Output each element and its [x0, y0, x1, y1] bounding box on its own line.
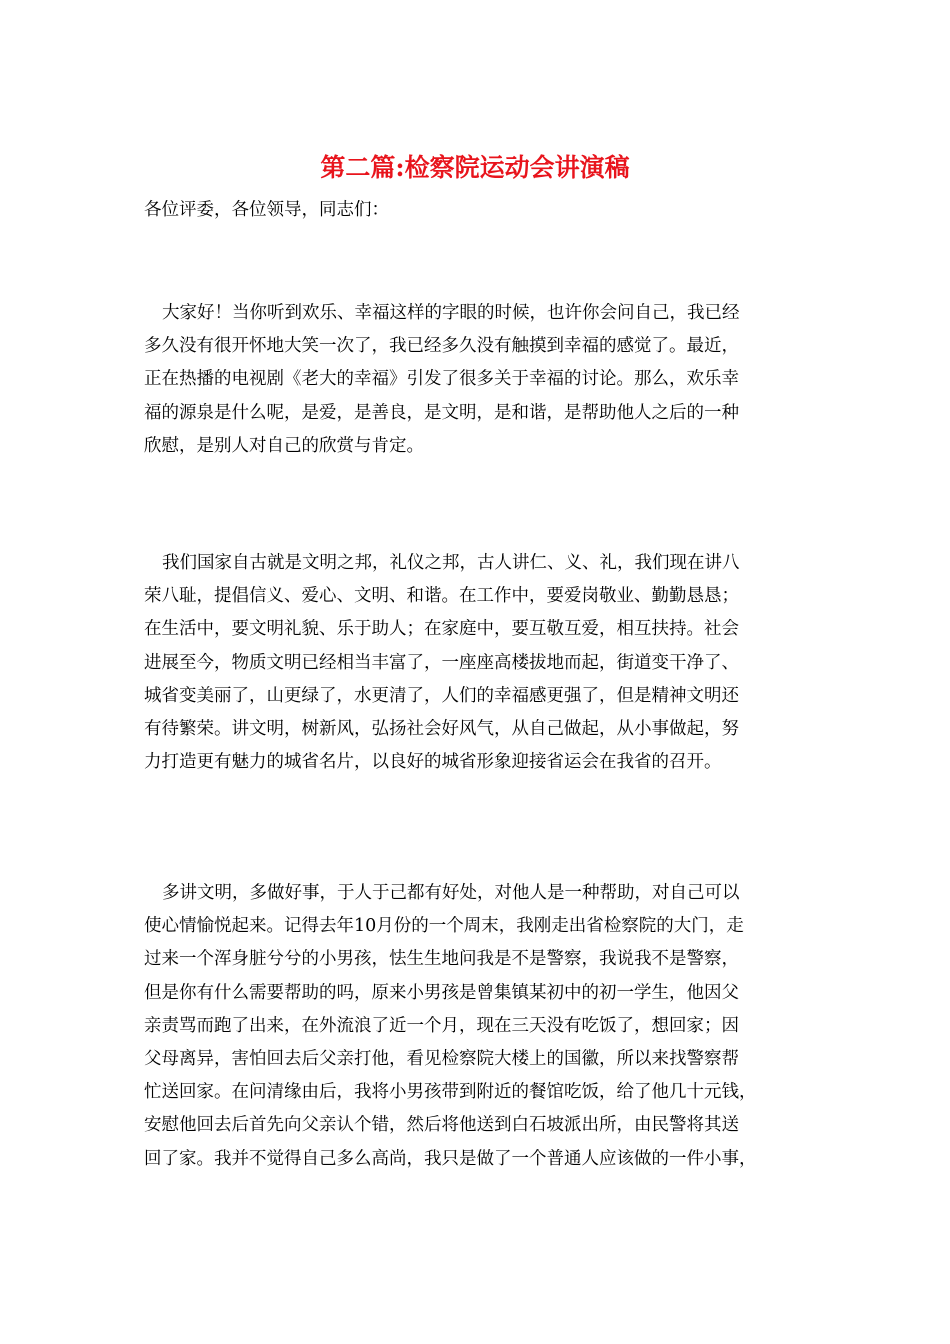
- body-paragraph-1: 大家好！当你听到欢乐、幸福这样的字眼的时候，也许你会问自己，我已经 多久没有很开怀地大笑一次了，我已经多久没有触摸到幸福的感觉了。最近， 正在热播的电视剧《老大的幸福》引发了很多关于幸福的讨论。那么，欢乐幸 福的源泉是什么呢，是爱，是善良，是文明，是和谐，是帮助他人之后的一种 欣慰，是别人对自己的欣赏与肯定。: [144, 303, 740, 456]
- greeting-line: 各位评委，各位领导，同志们：: [144, 200, 389, 220]
- body-paragraph-3: 多讲文明，多做好事，于人于己都有好处，对他人是一种帮助，对自己可以 使心情愉悦起来。记得去年10月份的一个周末，我刚走出省检察院的大门，走 过来一个浑身脏兮兮的小男孩，怯生生地问我是不是警察，我说我不是警察， 但是你有什么需要帮助的吗，原来小男孩是曾集镇某初中的初一学生，他因父 亲责骂而跑了出来，在外流浪了近一个月，现在三天没有吃饭了，想回家；因 父母离异，害怕回去后父亲打他，看见检察院大楼上的国徽，所以来找警察帮 忙送回家。在问清缘由后，我将小男孩带到附近的餐馆吃饭，给了他几十元钱， 安慰他回去后首先向父亲认个错，然后将他送到白石坡派出所，由民警将其送 回了家。我并不觉得自己多么高尚，我只是做了一个普通人应该做的一件小事，: [144, 883, 757, 1169]
- body-paragraph-2: 我们国家自古就是文明之邦，礼仪之邦，古人讲仁、义、礼，我们现在讲八 荣八耻，提倡信义、爱心、文明、和谐。在工作中，要爱岗敬业、勤勤恳恳； 在生活中，要文明礼貌、乐于助人；在家庭中，要互敬互爱，相互扶持。社会 进展至今，物质文明已经相当丰富了，一座座高楼拔地而起，街道变干净了、 城省变美丽了，山更绿了，水更清了，人们的幸福感更强了，但是精神文明还 有待繁荣。讲文明，树新风，弘扬社会好风气，从自己做起，从小事做起，努 力打造更有魅力的城省名片，以良好的城省形象迎接省运会在我省的召开。: [144, 553, 740, 773]
- document-title: 第二篇:检察院运动会讲演稿: [320, 153, 630, 182]
